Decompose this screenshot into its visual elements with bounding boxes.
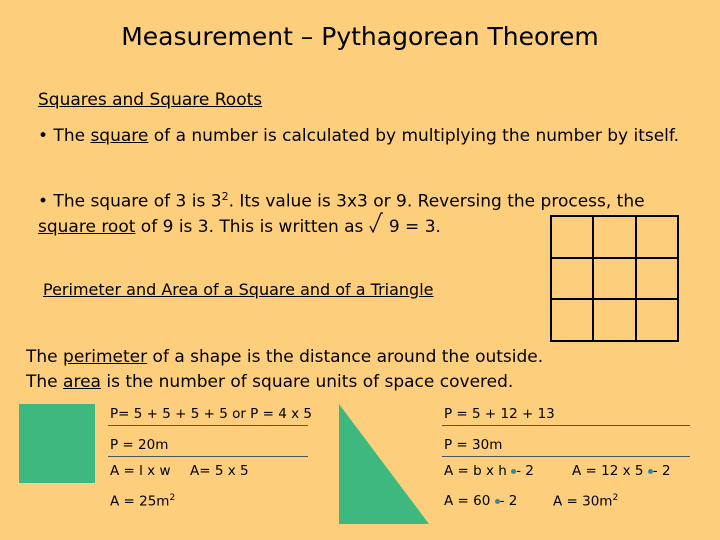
grid-cell — [593, 299, 635, 341]
text: . Its value is 3x3 or 9. Reversing the process, the — [228, 191, 645, 212]
perimeter-definition — [26, 345, 626, 370]
grid-cell — [593, 258, 635, 300]
exponent: 2 — [221, 190, 229, 203]
grid-cell — [551, 299, 593, 341]
triangle-area-substitution: A = 12 x 5 - 2 — [572, 463, 671, 479]
square-perimeter-result: P = 20m — [110, 437, 169, 453]
denominator: 2 — [525, 463, 534, 479]
term-area: area — [63, 372, 101, 392]
section-heading-perimeter-area: Perimeter and Area of a Square and of a Triangle — [43, 280, 434, 299]
term-perimeter: perimeter — [63, 347, 148, 367]
text: of a shape is the distance around the outside. — [147, 347, 544, 367]
area-definition — [26, 370, 626, 395]
exponent: 2 — [169, 493, 176, 503]
grid-cell — [636, 299, 678, 341]
triangle-perimeter-result: P = 30m — [444, 437, 503, 453]
exponent: 2 — [612, 493, 619, 503]
grid-cell — [593, 216, 635, 258]
term-square: square — [90, 126, 149, 146]
bullet-square — [38, 124, 688, 149]
green-triangle-shape — [339, 404, 429, 524]
triangle-area-formula: A = b x h - 2 — [444, 463, 534, 479]
divider — [108, 456, 308, 457]
grid-cell — [636, 216, 678, 258]
text: = 3. — [399, 216, 441, 237]
denominator: 2 — [661, 463, 671, 479]
text: The — [26, 347, 64, 367]
text: A = 25m — [110, 493, 170, 510]
radicand: 9 — [388, 216, 400, 237]
radical-sign — [369, 216, 383, 236]
fraction-dot — [511, 469, 516, 474]
divider — [442, 425, 690, 426]
square-area-result — [110, 493, 175, 510]
square-area-substitution: A= 5 x 5 — [190, 463, 249, 479]
grid-cell — [551, 258, 593, 300]
fraction-dot — [495, 499, 500, 504]
text: A = 60 — [444, 493, 491, 509]
square-perimeter-sum: P= 5 + 5 + 5 + 5 or P = 4 x 5 — [110, 406, 312, 422]
denominator: 2 — [508, 493, 518, 509]
square-area-formula: A = l x w — [110, 463, 171, 479]
grid-cell — [636, 258, 678, 300]
text: A = 30m — [553, 493, 613, 510]
green-square-shape — [19, 404, 95, 483]
triangle-area-step: A = 60 - 2 — [444, 493, 518, 509]
divider — [108, 425, 308, 426]
triangle-perimeter-sum: P = 5 + 12 + 13 — [444, 406, 555, 422]
text: • The square of 3 is 3 — [38, 191, 222, 212]
text: of a number is calculated by multiplying the number by itself. — [148, 126, 680, 146]
text: is the number of square units of space covered. — [100, 372, 514, 392]
page-title: Measurement – Pythagorean Theorem — [121, 22, 599, 51]
term-square-root: square root — [38, 216, 136, 237]
text: A = 12 x 5 — [572, 463, 644, 479]
divider — [442, 456, 690, 457]
text: A = b x h — [444, 463, 507, 479]
grid-cell — [551, 216, 593, 258]
text: The — [26, 372, 64, 392]
square-grid-3x3 — [550, 215, 679, 342]
text: of 9 is 3. This is written as — [135, 216, 369, 237]
text: • The — [38, 126, 91, 146]
section-heading-squares: Squares and Square Roots — [38, 90, 263, 110]
triangle-area-result — [553, 493, 618, 510]
fraction-dot — [648, 469, 653, 474]
